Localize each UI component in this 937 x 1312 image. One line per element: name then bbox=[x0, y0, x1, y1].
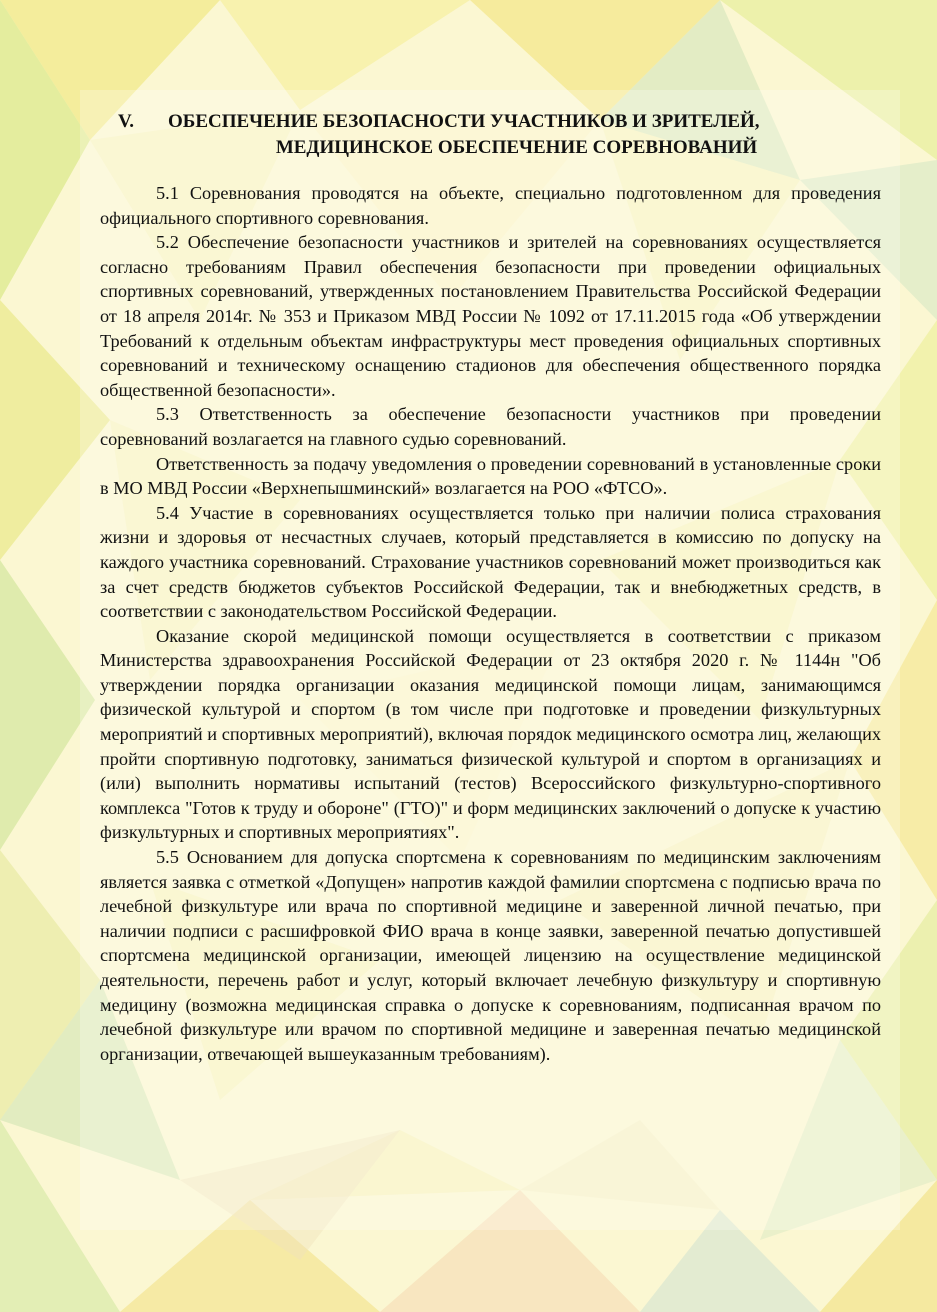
paragraph-5-3: 5.3 Ответственность за обеспечение безопасности участников при проведении соревнований возлагается на главного судью соревнований. bbox=[100, 404, 881, 449]
paragraph-5-1: 5.1 Соревнования проводятся на объекте, специально подготовленном для проведения официального спортивного соревнования. bbox=[100, 183, 881, 228]
section-title-part-2: МЕДИЦИНСКОЕ ОБЕСПЕЧЕНИЕ СОРЕВНОВАНИЙ bbox=[275, 137, 758, 158]
section-heading bbox=[100, 109, 881, 161]
section-heading-line-1 bbox=[100, 109, 881, 135]
section-title-part-1: ОБЕСПЕЧЕНИЕ БЕЗОПАСНОСТИ УЧАСТНИКОВ И ЗРИТЕЛЕЙ, bbox=[168, 111, 760, 132]
paragraph-emergency-medical-care: Оказание скорой медицинской помощи осуществляется в соответствии с приказом Министерства здравоохранения Российской Федерации от 23 октября 2020 г. № 1144н "Об утверждении порядка организации оказания медицинской помощи лицам, занимающимся физической культурой и спортом (в том числе при подготовке и проведении физкультурных мероприятий и спортивных мероприятий), включая порядок медицинского осмотра лиц, желающих пройти спортивную подготовку, заниматься физической культурой и спортом в организациях и (или) выполнить нормативы испытаний (тестов) Всероссийского физкультурно-спортивного комплекса "Готов к труду и обороне" (ГТО)" и форм медицинских заключений о допуске к участию физкультурных и спортивных мероприятиях". bbox=[100, 625, 881, 843]
paragraph-notification-responsibility: Ответственность за подачу уведомления о проведении соревнований в установленные сроки в МО МВД России «Верхнепышминский» возлагается на РОО «ФТСО». bbox=[100, 453, 881, 499]
section-number: V. bbox=[118, 111, 135, 132]
paragraph-5-2: 5.2 Обеспечение безопасности участников и зрителей на соревнованиях осуществляется согласно требованиям Правил обеспечения безопасности при проведении официальных спортивных соревнований, утвержденных постановлением Правительства Российской Федерации от 18 апреля 2014г. № 353 и Приказом МВД России № 1092 от 17.11.2015 года «Об утверждении Требований к отдельным объектам инфраструктуры мест проведения официальных спортивных соревнований и техническому оснащению стадионов для обеспечения общественного порядка общественной безопасности». bbox=[100, 232, 881, 400]
paragraph-5-4: 5.4 Участие в соревнованиях осуществляется только при наличии полиса страхования жизни и здоровья от несчастных случаев, который представляется в комиссию по допуску на каждого участника соревнований. Страхование участников соревнований может производиться как за счет средств бюджетов субъектов Российской Федерации, так и внебюджетных средств, в соответствии с законодательством Российской Федерации. bbox=[100, 502, 881, 622]
section-body bbox=[100, 181, 881, 1066]
paragraph-5-5: 5.5 Основанием для допуска спортсмена к соревнованиям по медицинским заключениям является заявка с отметкой «Допущен» напротив каждой фамилии спортсмена с подписью врача по лечебной физкультуре или врача по спортивной медицине и заверенной личной печатью, при наличии подписи с расшифровкой ФИО врача в конце заявки, заверенной печатью допустившей спортсмена медицинской организации, имеющей лицензию на осуществление медицинской деятельности, перечень работ и услуг, который включает лечебную физкультуру и спортивную медицину (возможна медицинская справка о допуске к соревнованиям, подписанная врачом по лечебной физкультуре или врачом по спортивной медицине и заверенная печатью медицинской организации, отвечающей вышеуказанным требованиям). bbox=[100, 847, 881, 1064]
